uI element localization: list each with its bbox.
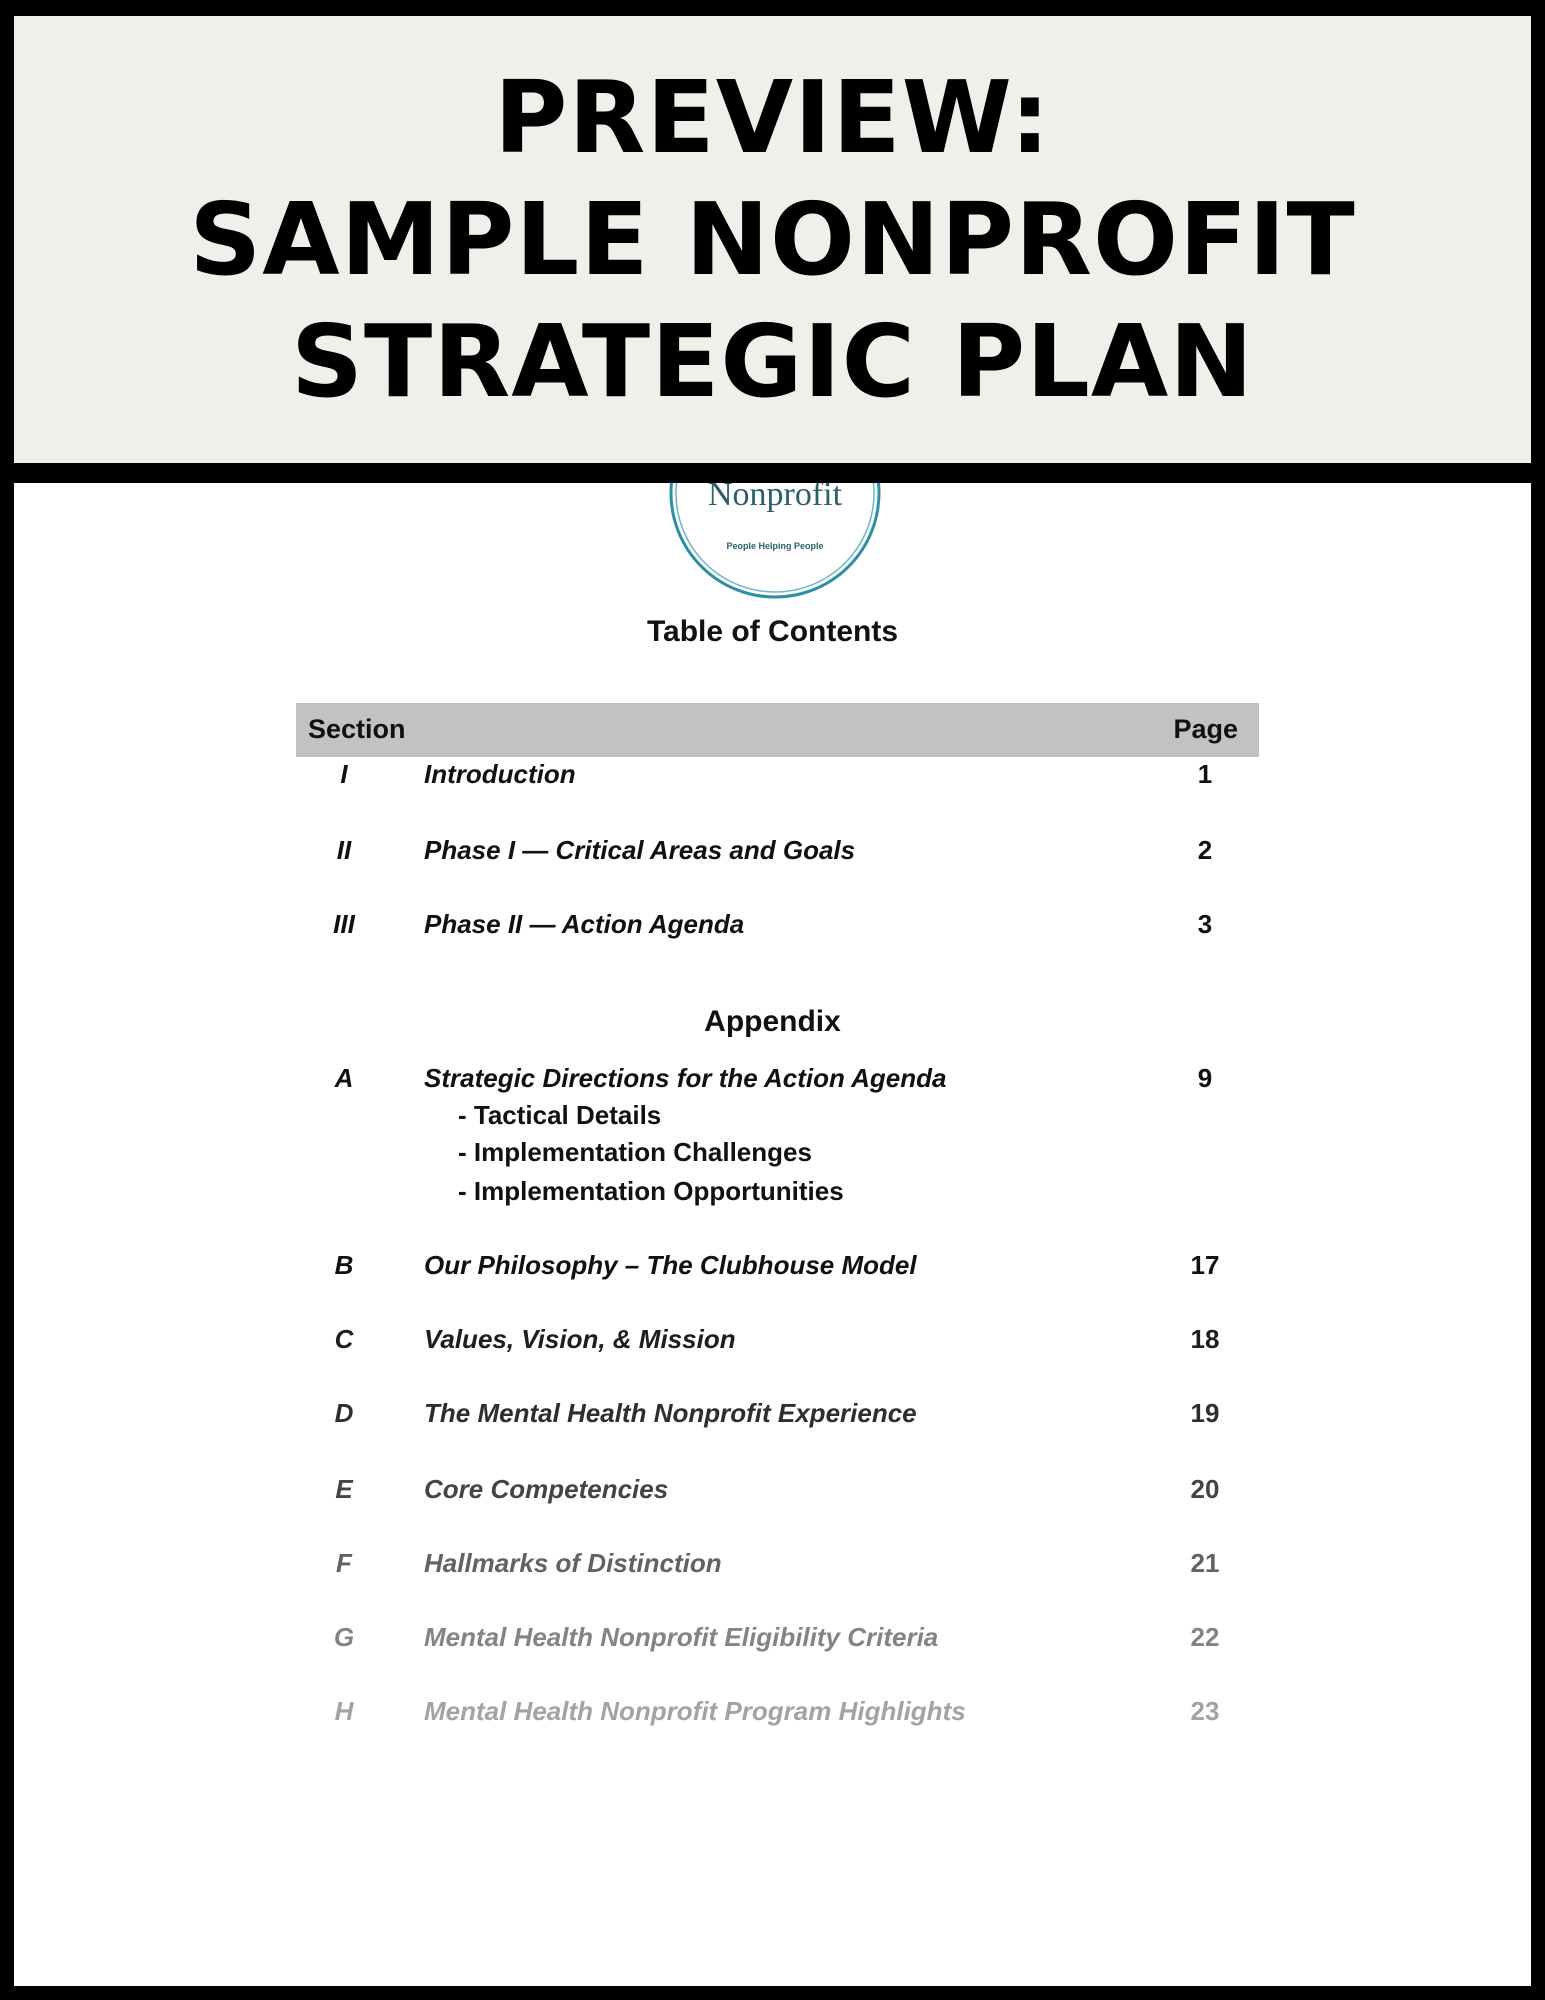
toc-section-letter: C — [334, 1324, 354, 1354]
toc-subitem: - Implementation Opportunities — [458, 1176, 844, 1206]
toc-row-introduction — [14, 759, 1531, 799]
appendix-heading: Appendix — [704, 1005, 841, 1038]
toc-page-number: 17 — [1190, 1250, 1220, 1280]
toc-page-number: 2 — [1197, 835, 1213, 865]
banner-title-line-2: SAMPLE NONPROFIT — [189, 180, 1356, 298]
toc-entry-title: Phase I — Critical Areas and Goals — [424, 835, 856, 865]
bottom-fade-overlay — [14, 1823, 1531, 1986]
toc-entry-title: Core Competencies — [424, 1474, 669, 1504]
toc-section-letter: F — [336, 1548, 352, 1578]
toc-section-number: II — [336, 835, 352, 865]
toc-entry-title: Mental Health Nonprofit Eligibility Criteria — [424, 1622, 939, 1652]
toc-page-number: 18 — [1190, 1324, 1220, 1354]
toc-row-phase-2 — [14, 909, 1531, 949]
toc-section-letter: D — [334, 1398, 354, 1428]
toc-section-letter: H — [334, 1696, 354, 1726]
toc-section-number: I — [340, 759, 348, 789]
banner-title-line-1: PREVIEW: — [494, 58, 1051, 176]
toc-section-letter: A — [334, 1063, 354, 1093]
nonprofit-logo — [665, 476, 885, 603]
toc-header-band — [296, 703, 1259, 757]
toc-entry-title: Mental Health Nonprofit Program Highlights — [424, 1696, 966, 1726]
toc-page-number: 1 — [1197, 759, 1213, 789]
toc-entry-title: Our Philosophy – The Clubhouse Model — [424, 1250, 917, 1280]
toc-page-number: 20 — [1190, 1474, 1220, 1504]
toc-row-appendix-a — [14, 1063, 1531, 1103]
toc-subitem: - Tactical Details — [458, 1100, 662, 1130]
toc-row-appendix-g — [14, 1622, 1531, 1662]
toc-section-number: III — [333, 909, 355, 939]
toc-entry-title: Strategic Directions for the Action Agenda — [424, 1063, 947, 1093]
toc-section-letter: B — [334, 1250, 354, 1280]
toc-header-section: Section — [308, 714, 406, 744]
toc-row-appendix-b — [14, 1250, 1531, 1290]
toc-page-number: 21 — [1190, 1548, 1220, 1578]
toc-row-appendix-e — [14, 1474, 1531, 1514]
preview-banner — [14, 16, 1531, 463]
toc-row-appendix-d — [14, 1398, 1531, 1438]
toc-page-number: 19 — [1190, 1398, 1220, 1428]
toc-subitem: - Implementation Challenges — [458, 1137, 812, 1167]
toc-entry-title: Introduction — [424, 759, 576, 789]
toc-page-number: 23 — [1190, 1696, 1220, 1726]
toc-section-letter: G — [333, 1622, 355, 1652]
toc-title: Table of Contents — [646, 615, 899, 648]
toc-page-number: 9 — [1197, 1063, 1213, 1093]
toc-entry-title: Phase II — Action Agenda — [424, 909, 745, 939]
logo-name-text: Nonprofit — [707, 476, 843, 513]
toc-page-number: 3 — [1197, 909, 1213, 939]
toc-entry-title: Values, Vision, & Mission — [424, 1324, 736, 1354]
toc-entry-title: Hallmarks of Distinction — [424, 1548, 722, 1578]
toc-row-appendix-c — [14, 1324, 1531, 1364]
banner-title-line-3: STRATEGIC PLAN — [291, 302, 1254, 420]
toc-row-appendix-f — [14, 1548, 1531, 1588]
toc-header-page: Page — [1173, 714, 1238, 744]
toc-row-phase-1 — [14, 835, 1531, 875]
logo-tagline-text: People Helping People — [726, 541, 824, 551]
toc-row-appendix-h — [14, 1696, 1531, 1736]
toc-entry-title: The Mental Health Nonprofit Experience — [424, 1398, 917, 1428]
toc-page-number: 22 — [1190, 1622, 1220, 1652]
document-page — [14, 476, 1531, 1986]
toc-section-letter: E — [335, 1474, 353, 1504]
